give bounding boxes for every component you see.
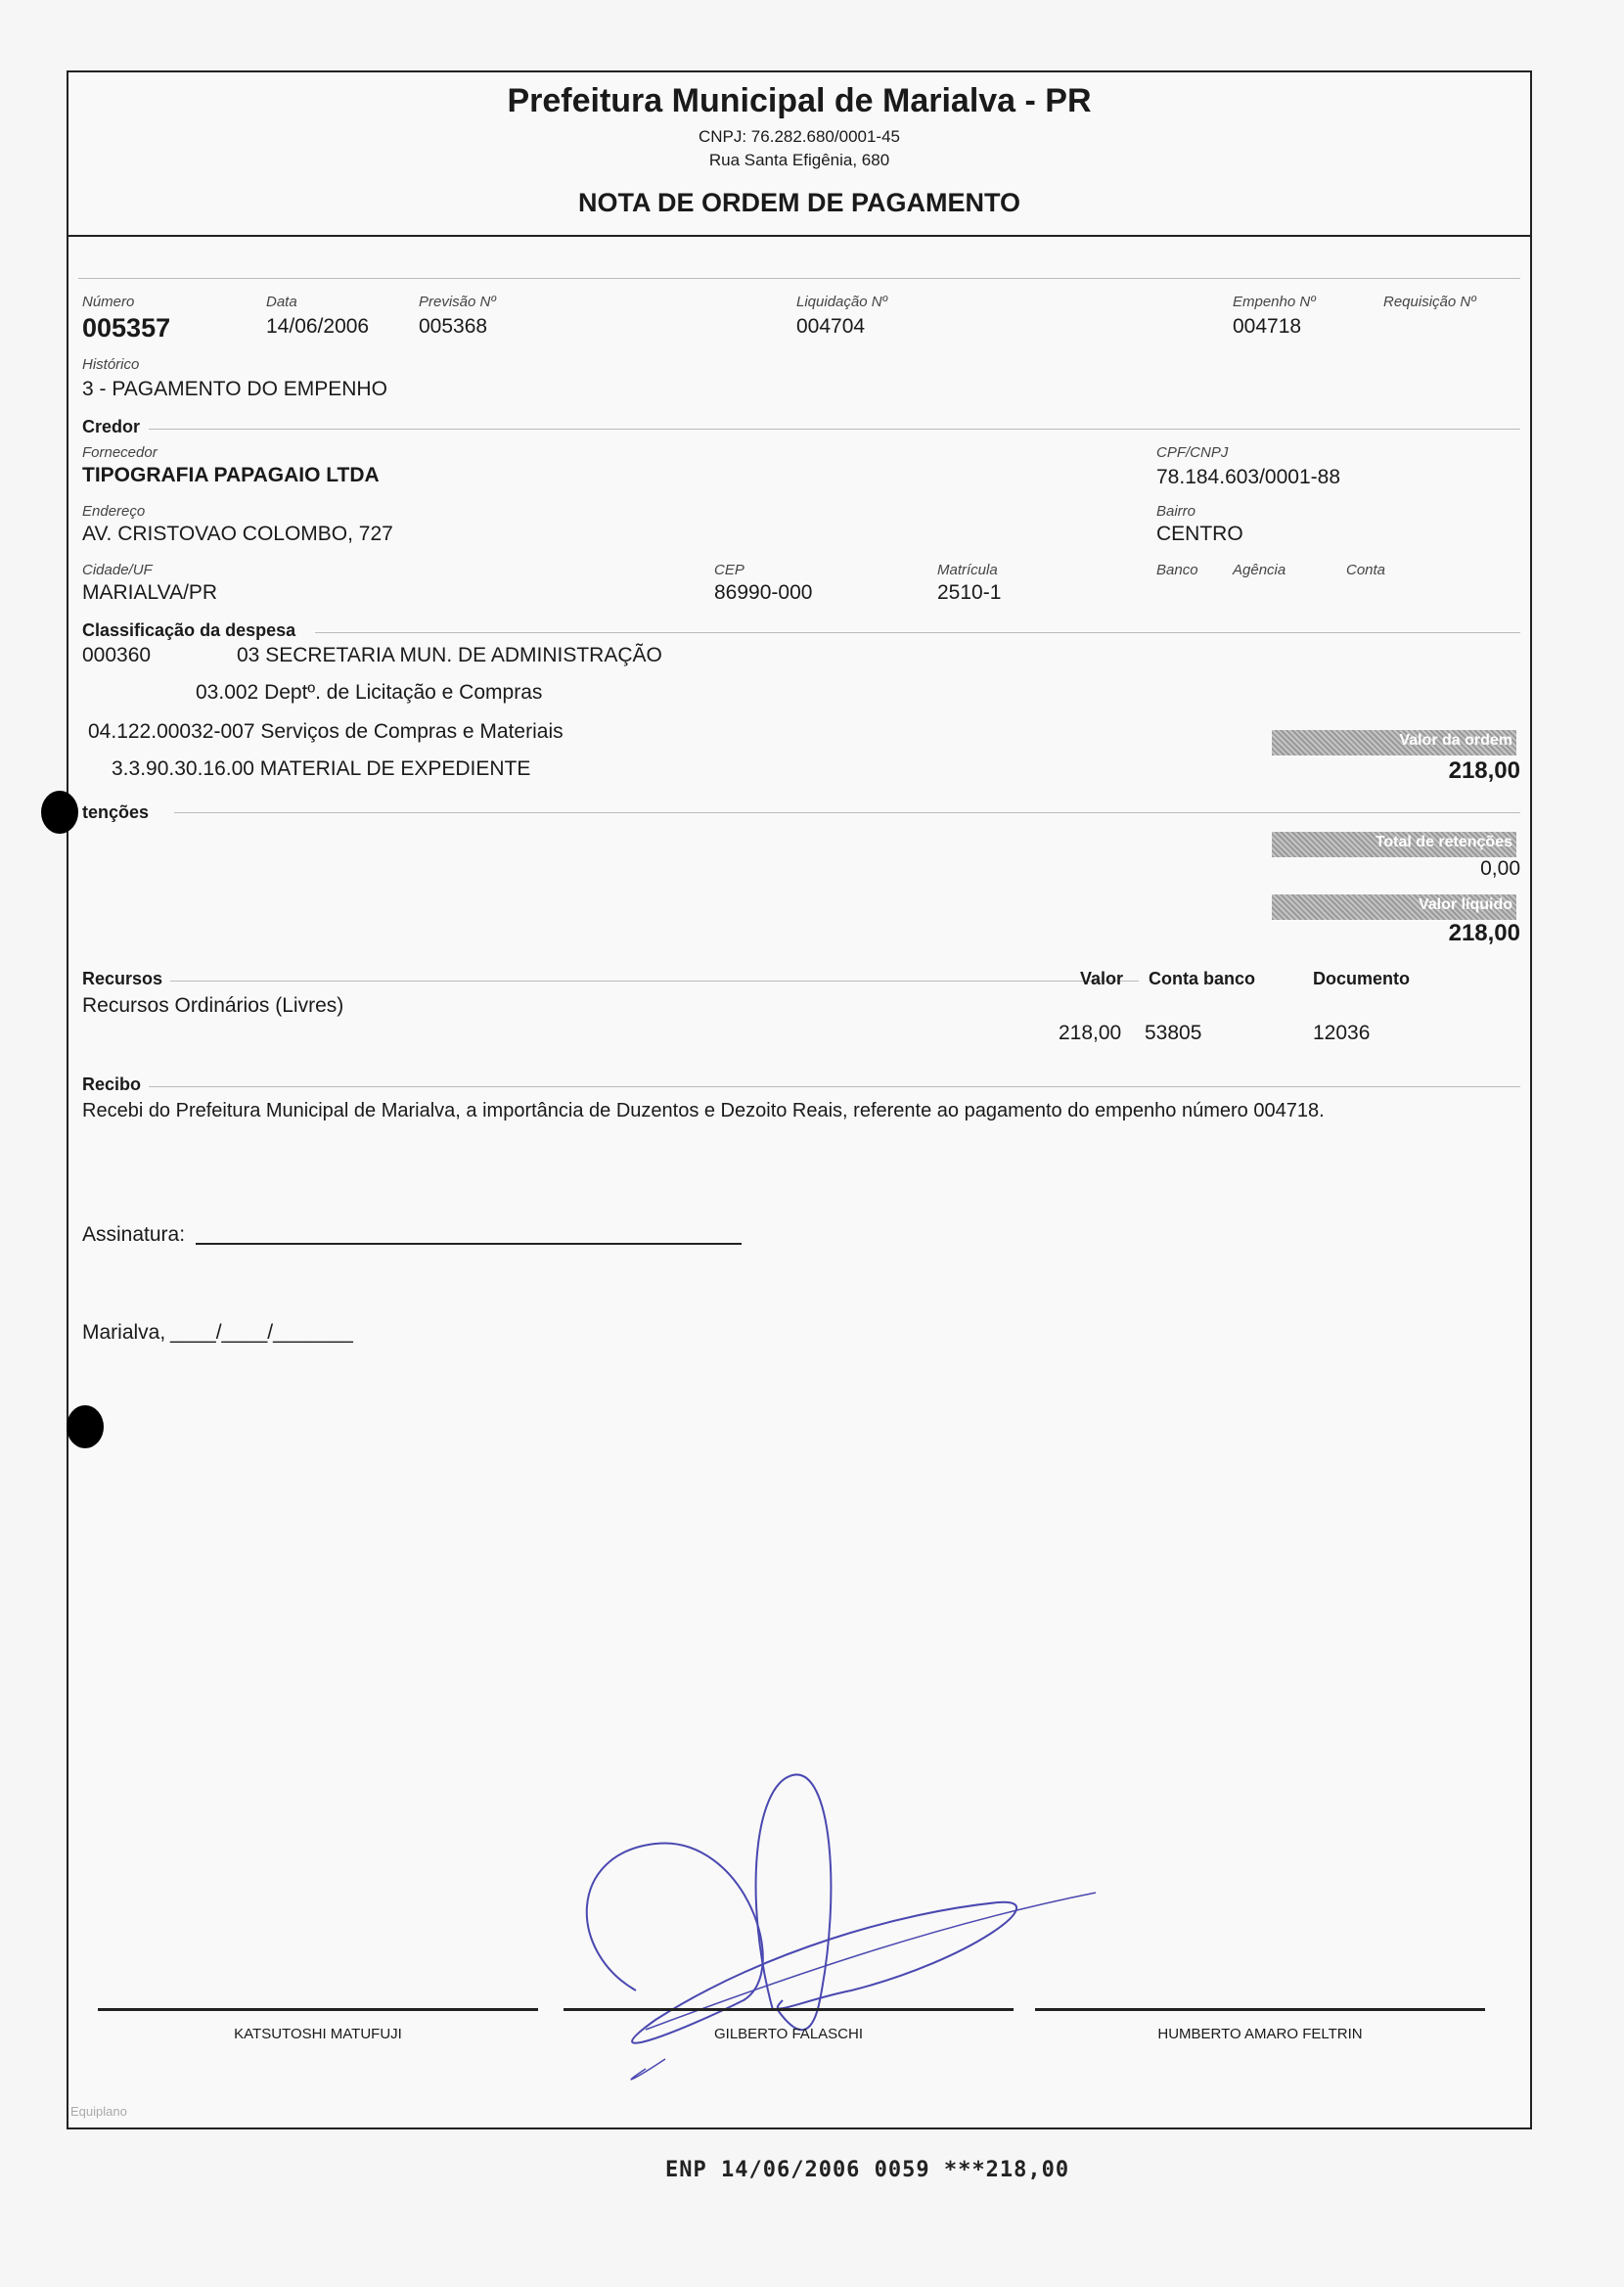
- signature-line: [1035, 2008, 1485, 2011]
- bairro-value: CENTRO: [1156, 523, 1243, 545]
- numero-value: 005357: [82, 313, 171, 343]
- valor-ordem-bar: [1272, 730, 1516, 755]
- document-header: [68, 72, 1530, 237]
- footer-stamp: ENP 14/06/2006 0059 ***218,00: [665, 2158, 1070, 2182]
- matricula-label: Matrícula: [937, 562, 998, 578]
- retencoes-section-title: tenções: [82, 802, 150, 822]
- local-label: Marialva,: [82, 1321, 166, 1344]
- divider: [170, 981, 1139, 982]
- liquidacao-label: Liquidação Nº: [796, 294, 888, 310]
- assinatura-line: [196, 1243, 742, 1245]
- valor-liquido-bar: [1272, 894, 1516, 920]
- classificacao-section-title: Classificação da despesa: [82, 620, 296, 640]
- municipality-title: Prefeitura Municipal de Marialva - PR: [507, 82, 1092, 119]
- historico-value: 3 - PAGAMENTO DO EMPENHO: [82, 378, 387, 400]
- cpf-label: CPF/CNPJ: [1156, 444, 1229, 461]
- divider: [149, 429, 1520, 430]
- conta-label: Conta: [1346, 562, 1386, 578]
- credor-section-title: Credor: [82, 417, 141, 436]
- bairro-label: Bairro: [1156, 503, 1196, 520]
- recursos-documento-label: Documento: [1313, 969, 1410, 988]
- signature-line: [564, 2008, 1014, 2011]
- elemento-value: 3.3.90.30.16.00 MATERIAL DE EXPEDIENTE: [112, 757, 531, 780]
- numero-label: Número: [82, 294, 135, 310]
- signature-line: [98, 2008, 538, 2011]
- fornecedor-label: Fornecedor: [82, 444, 158, 461]
- divider: [174, 812, 1520, 813]
- cep-value: 86990-000: [714, 581, 813, 604]
- empenho-label: Empenho Nº: [1233, 294, 1316, 310]
- matricula-value: 2510-1: [937, 581, 1002, 604]
- programa-value: 04.122.00032-007 Serviços de Compras e Materiais: [88, 720, 564, 743]
- secretaria-value: 03 SECRETARIA MUN. DE ADMINISTRAÇÃO: [237, 644, 662, 666]
- cep-label: CEP: [714, 562, 744, 578]
- signatory-name: HUMBERTO AMARO FELTRIN: [1157, 2026, 1363, 2042]
- recursos-conta-label: Conta banco: [1149, 969, 1256, 988]
- divider: [149, 1086, 1520, 1087]
- endereco-value: AV. CRISTOVAO COLOMBO, 727: [82, 523, 393, 545]
- municipality-address: Rua Santa Efigênia, 680: [708, 151, 890, 169]
- valor-ordem-label: Valor da ordem: [1399, 732, 1512, 749]
- banco-label: Banco: [1156, 562, 1198, 578]
- previsao-label: Previsão Nº: [419, 294, 496, 310]
- valor-liquido-label: Valor líquido: [1418, 896, 1512, 913]
- cpf-value: 78.184.603/0001-88: [1156, 466, 1341, 488]
- municipality-cnpj: CNPJ: 76.282.680/0001-45: [698, 127, 901, 146]
- cidade-label: Cidade/UF: [82, 562, 153, 578]
- handwritten-signature: [509, 1677, 1135, 2108]
- total-retencoes-value: 0,00: [1480, 857, 1520, 880]
- previsao-value: 005368: [419, 315, 488, 338]
- punch-hole: [67, 1405, 104, 1448]
- cidade-value: MARIALVA/PR: [82, 581, 218, 604]
- signatory-name: GILBERTO FALASCHI: [714, 2026, 863, 2042]
- recursos-valor-label: Valor: [1080, 969, 1124, 988]
- empenho-value: 004718: [1233, 315, 1302, 338]
- payment-order-document: [67, 70, 1532, 2129]
- divider: [78, 278, 1520, 279]
- valor-liquido-value: 218,00: [1448, 920, 1520, 946]
- recursos-descricao: Recursos Ordinários (Livres): [82, 994, 344, 1017]
- data-label: Data: [266, 294, 297, 310]
- software-mark: Equiplano: [70, 2104, 127, 2119]
- data-value: 14/06/2006: [266, 315, 370, 338]
- historico-label: Histórico: [82, 356, 140, 373]
- recursos-conta: 53805: [1145, 1022, 1202, 1044]
- depto-value: 03.002 Deptº. de Licitação e Compras: [196, 681, 543, 704]
- liquidacao-value: 004704: [796, 315, 866, 338]
- valor-ordem-value: 218,00: [1448, 757, 1520, 784]
- recursos-section-title: Recursos: [82, 969, 163, 988]
- fornecedor-value: TIPOGRAFIA PAPAGAIO LTDA: [82, 464, 380, 486]
- requisicao-label: Requisição Nº: [1383, 294, 1476, 310]
- recursos-documento: 12036: [1313, 1022, 1371, 1044]
- agencia-label: Agência: [1233, 562, 1286, 578]
- divider: [315, 632, 1520, 633]
- document-title: NOTA DE ORDEM DE PAGAMENTO: [577, 188, 1020, 217]
- total-retencoes-label: Total de retenções: [1375, 834, 1512, 850]
- assinatura-label: Assinatura:: [82, 1223, 186, 1246]
- endereco-label: Endereço: [82, 503, 146, 520]
- signatory-name: KATSUTOSHI MATUFUJI: [234, 2026, 402, 2042]
- recursos-valor: 218,00: [1059, 1022, 1122, 1044]
- punch-hole: [41, 791, 78, 834]
- classificacao-code: 000360: [82, 644, 152, 666]
- recibo-text: Recebi do Prefeitura Municipal de Marialva, a importância de Duzentos e Dezoito Reais, referente ao pagamento do empenho número 004718.: [82, 1100, 1325, 1121]
- recibo-section-title: Recibo: [82, 1075, 142, 1094]
- date-blank: ____/____/_______: [170, 1321, 353, 1344]
- total-retencoes-bar: [1272, 832, 1516, 857]
